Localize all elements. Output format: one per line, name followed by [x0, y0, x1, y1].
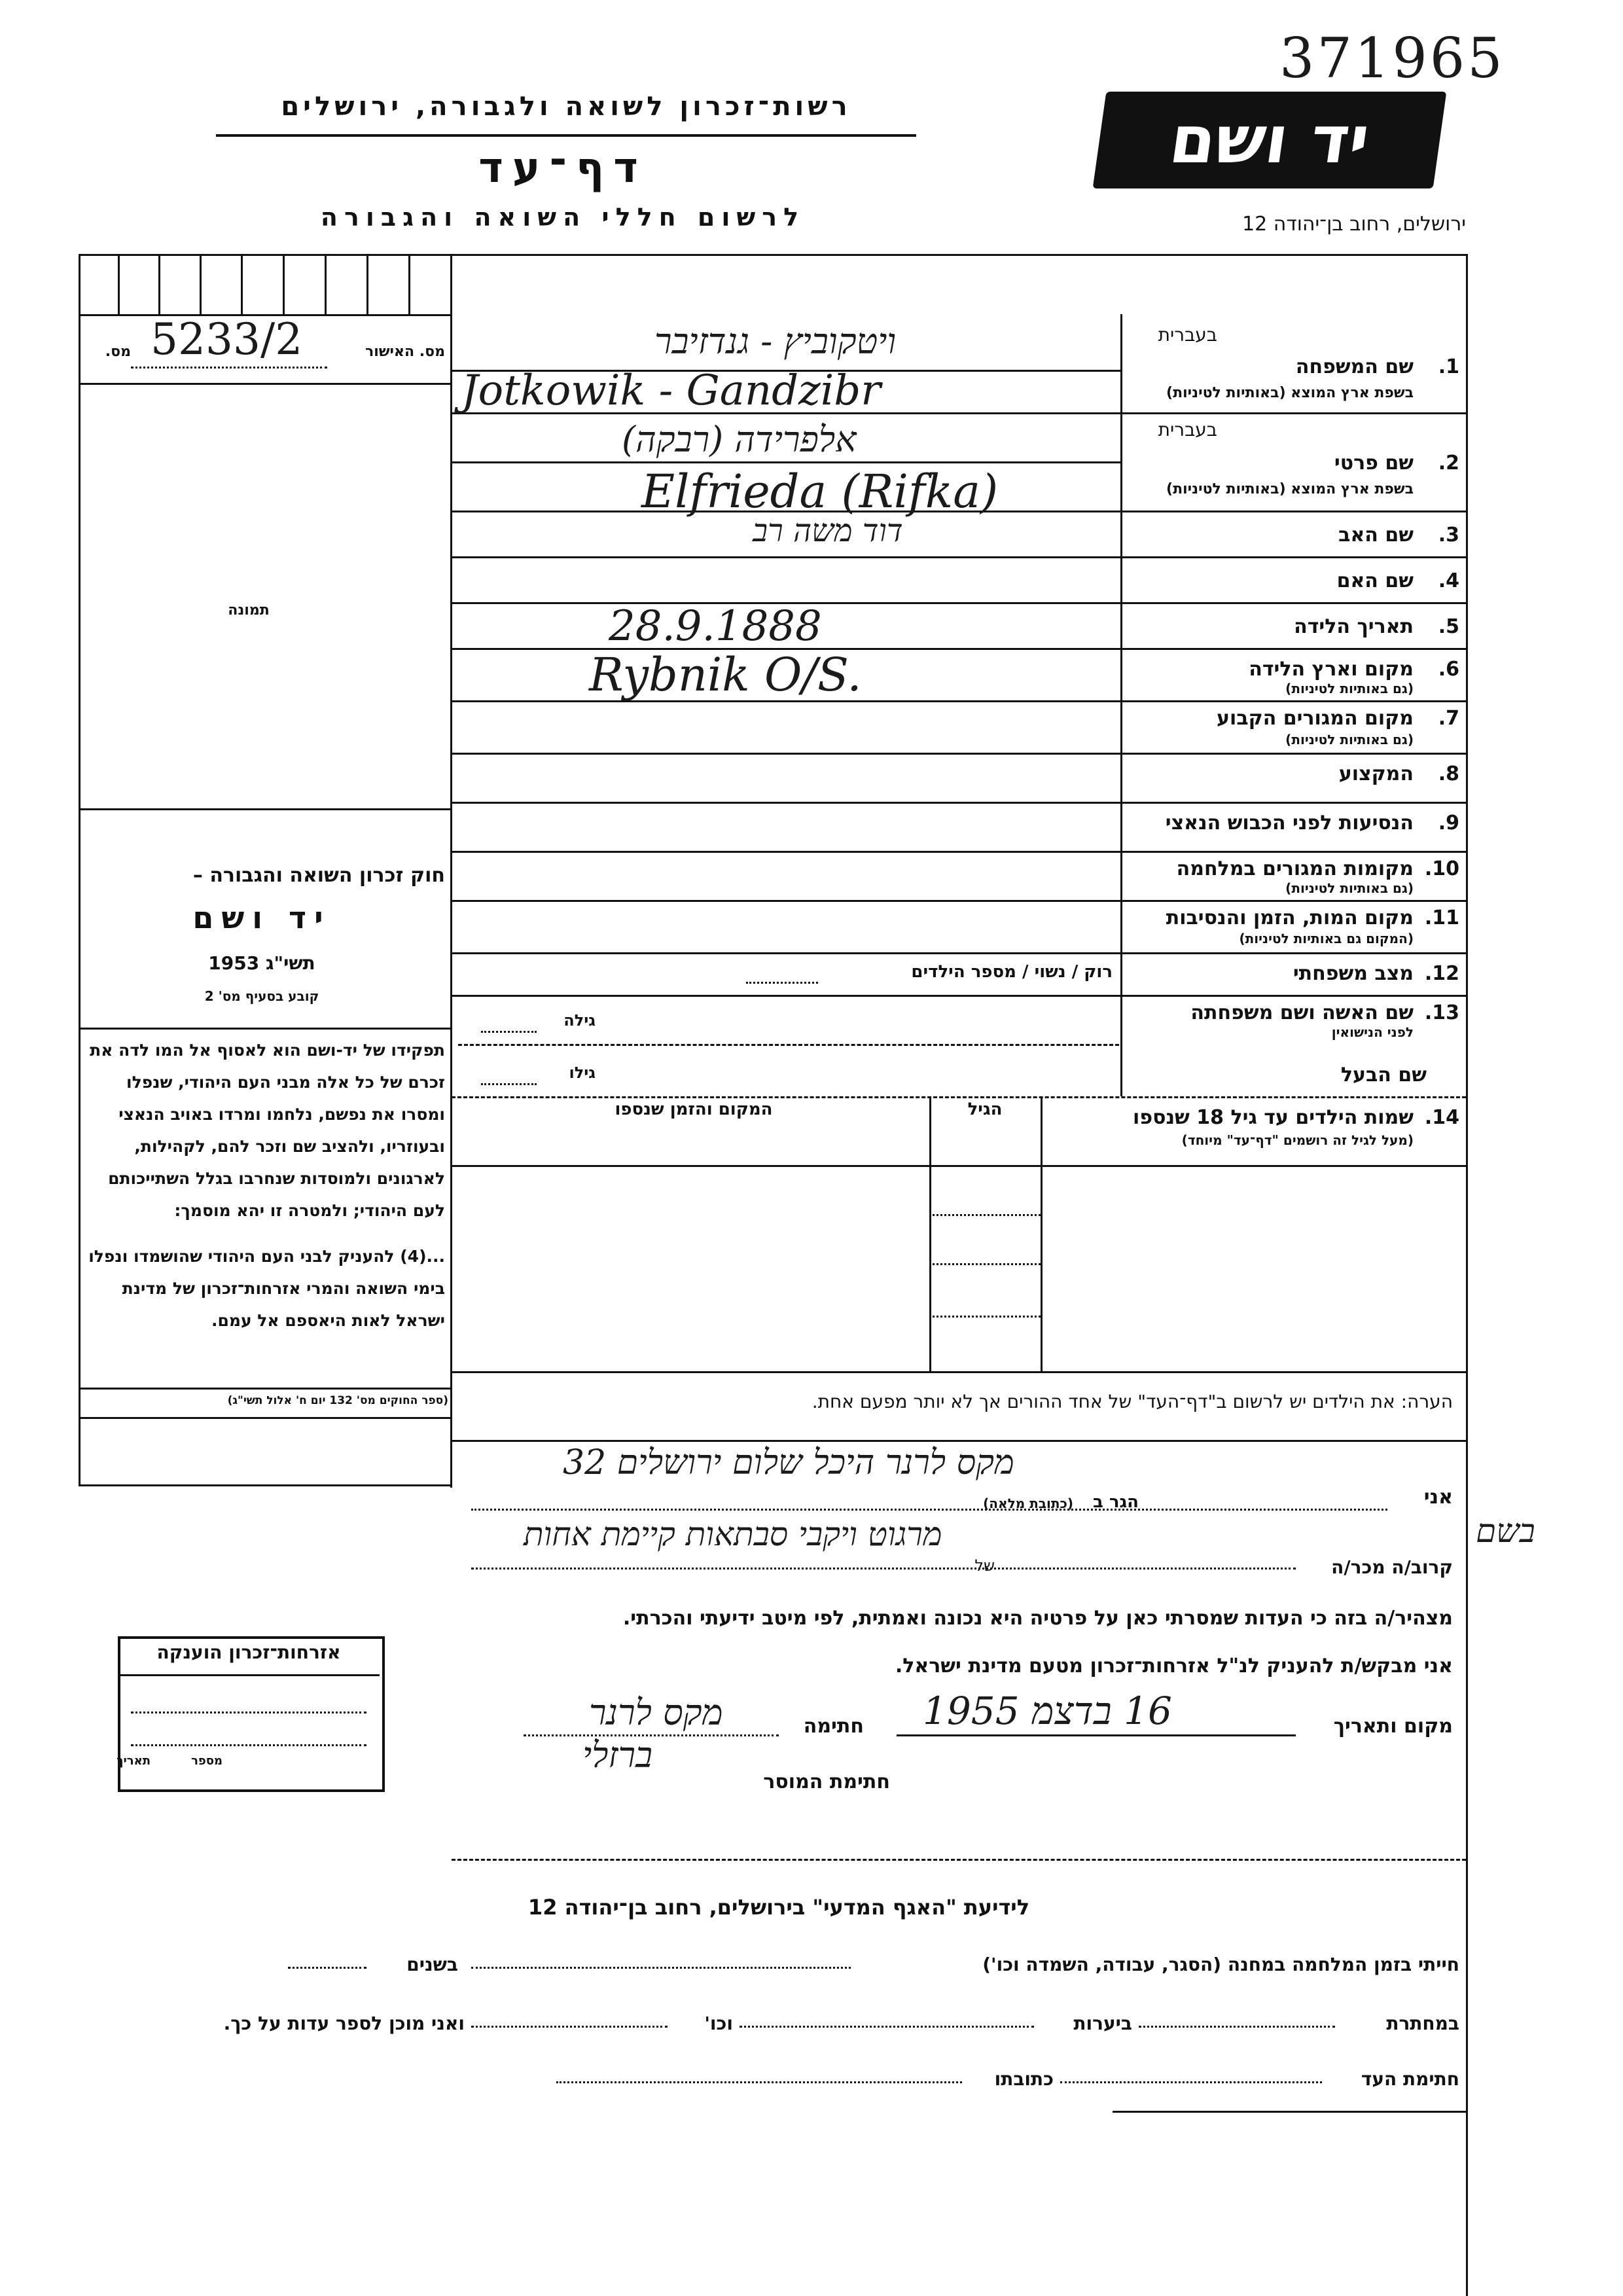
field-6-sub: (גם באותיות לטיניות): [1285, 681, 1414, 696]
bottom-line3-b: כתובתו: [994, 2068, 1054, 2090]
row-12-bottom: [452, 995, 1466, 997]
left-column-divider: [450, 254, 452, 1488]
citizenship-number-label: מספר: [191, 1754, 223, 1768]
wife-age-label: גילה: [563, 1011, 596, 1030]
wife-age-dotline: [481, 1031, 537, 1033]
children-row-1: [452, 1165, 1466, 1167]
field-12-label: מצב משפחתי: [1293, 962, 1414, 985]
law-footer-bottom: [79, 1417, 452, 1419]
surname-latin-value: Jotkowik - Gandzibr: [461, 367, 881, 415]
form-top-border: [79, 254, 1466, 256]
husband-age-label: גילו: [569, 1064, 596, 1082]
declaration-text: מצהיר/ה בזה כי העדות שמסרתי כאן על פרטיה היא נכונה ואמתית, לפי מיטב ידיעתי והכרתי.: [622, 1607, 1453, 1630]
serial-row-bottom: [79, 383, 452, 385]
remark-bottom: [452, 1440, 1466, 1442]
law-logo: יד ושם: [192, 900, 331, 935]
bottom-title: לידיעת "האגף המדעי" בירושלים, רחוב בן־יהודה 12: [527, 1895, 1030, 1920]
authority-underline: [216, 134, 916, 137]
request-text: אני מבקש/ת להעניק לנ"ל אזרחות־זכרון מטעם מדינת ישראל.: [895, 1655, 1453, 1677]
row-4-bottom: [452, 602, 1466, 604]
children-age-header: הגיל: [967, 1100, 1003, 1119]
bottom-line3-dot1: [1060, 2081, 1322, 2083]
box-divider: [408, 254, 410, 314]
box-divider: [283, 254, 285, 314]
box-divider: [241, 254, 243, 314]
field-14-label: שמות הילדים עד גיל 18 שנספו: [1133, 1106, 1414, 1129]
children-place-header: המקום והזמן שנספו: [615, 1100, 773, 1119]
children-col-a: [929, 1096, 931, 1371]
signature-label: חתימה: [803, 1715, 864, 1738]
field-1-sub: בשפת ארץ המוצא (באותיות לטיניות): [1166, 385, 1414, 401]
field-13-sub: לפני הנישואין: [1331, 1024, 1414, 1040]
birth-date-value: 28.9.1888: [609, 602, 822, 651]
law-text-2: ...(4) להעניק לבני העם היהודי שהושמדו ונפלו בימי השואה והמרי אזרחות־זכרון של מדינת ישראל לאות היאספם אל עמם.: [88, 1247, 445, 1330]
field-3-label: שם האב: [1338, 524, 1414, 547]
field-14-sub: (מעל לגיל זה רושמים "דף־עד" מיוחד): [1181, 1132, 1414, 1148]
form-title: דף־עד: [478, 144, 647, 192]
box-divider: [200, 254, 202, 314]
citizenship-title: אזרחות־זכרון הוענקה: [156, 1641, 341, 1663]
field-2-tag: בעברית: [1158, 419, 1217, 440]
bottom-line3-dot2: [556, 2081, 962, 2083]
field-2-num: 2.: [1438, 452, 1459, 475]
field-5-num: 5.: [1438, 615, 1459, 638]
bottom-line1-dot2: [288, 1967, 366, 1969]
declarant-of: של: [974, 1556, 995, 1575]
row-11-bottom: [452, 952, 1466, 954]
field-2-sub: בשפת ארץ המוצא (באותיות לטיניות): [1166, 481, 1414, 497]
form-right-border: [1466, 254, 1468, 2296]
signature-value: מקס לרנר: [589, 1692, 723, 1733]
law-footer: (ספר החוקים מס' 132 יום ח' אלול תשי"ג): [227, 1394, 448, 1407]
row-8-bottom: [452, 802, 1466, 804]
field-9-num: 9.: [1438, 812, 1459, 834]
bottom-line1-a: חייתי בזמן המלחמה במחנה (הסגר, עבודה, השמדה וכו'): [982, 1954, 1459, 1975]
first-name-hebrew-value: אלפרידה (רבקה): [622, 419, 857, 460]
declarant-name-dotline: [471, 1509, 1387, 1511]
address-line: ירושלים, רחוב בן־יהודה 12: [1242, 213, 1466, 236]
serial-no-label: מס.: [105, 344, 131, 360]
declarant-resident: הגר ב: [1092, 1492, 1139, 1512]
photo-label: תמונה: [228, 602, 270, 619]
bottom-section-top: [452, 1859, 1466, 1861]
approval-label: מס. האישור: [365, 344, 445, 360]
field-11-label: מקום המות, הזמן והנסיבות: [1166, 906, 1414, 929]
bottom-section-end: [1113, 2111, 1466, 2113]
bottom-line2-c: וכו': [704, 2013, 733, 2034]
field-3-num: 3.: [1438, 524, 1459, 547]
margin-note: בשם: [1476, 1512, 1535, 1550]
children-row-2: [929, 1214, 1041, 1216]
row-2-mid: [452, 461, 1120, 463]
field-1-num: 1.: [1438, 355, 1459, 378]
authority-title: רשות־זכרון לשואה ולגבורה, ירושלים: [281, 92, 851, 122]
children-row-4: [929, 1316, 1041, 1318]
form-subtitle: לרשום חללי השואה והגבורה: [320, 203, 806, 232]
field-8-num: 8.: [1438, 762, 1459, 785]
father-name-value: דוד משה רב: [753, 512, 903, 549]
row-3-bottom: [452, 556, 1466, 558]
declarant-relative: קרוב/ה מכר/ה: [1331, 1556, 1453, 1578]
field-7-sub: (גם באותיות לטיניות): [1285, 732, 1414, 747]
law-clause: קובע בסעיף מס' 2: [204, 988, 319, 1004]
box-divider: [118, 254, 120, 314]
field-14-num: 14.: [1424, 1106, 1459, 1129]
receiver-signature-value: ברזלי: [582, 1734, 653, 1776]
row-7-bottom: [452, 753, 1466, 755]
bottom-line3-a: חתימת העד: [1361, 2068, 1459, 2090]
label-column-divider: [1120, 314, 1122, 1096]
field-11-sub: (המקום גם באותיות לטיניות): [1239, 931, 1414, 946]
field-10-label: מקומות המגורים במלחמה: [1176, 857, 1414, 880]
husband-label: שם הבעל: [1340, 1064, 1427, 1086]
field-1-tag: בעברית: [1158, 324, 1217, 346]
field-5-label: תאריך הלידה: [1294, 615, 1414, 638]
law-footer-top: [79, 1388, 452, 1390]
yad-vashem-logo: יד ושם: [1093, 92, 1447, 188]
bottom-line2-dot1: [1139, 2026, 1335, 2028]
children-table-bottom: [452, 1371, 1466, 1373]
field-13-num: 13.: [1424, 1001, 1459, 1024]
declarant-resident-sub: (כתובת מלאה): [983, 1496, 1073, 1511]
relation-handwritten: מרגוט ויקבי סבתאות קיימת אחות: [524, 1515, 942, 1553]
children-row-3: [929, 1263, 1041, 1265]
field-10-num: 10.: [1424, 857, 1459, 880]
remark-note: הערה: את הילדים יש לרשום ב"דף־העד" של אחד ההורים אך לא יותר מפעם אחת.: [812, 1391, 1453, 1412]
children-count-dotline: [746, 982, 818, 984]
left-bottom: [79, 1484, 452, 1486]
relative-dotline: [471, 1568, 1296, 1570]
field-11-num: 11.: [1424, 906, 1459, 929]
field-9-label: הנסיעות לפני הכבוש הנאצי: [1165, 812, 1414, 834]
bottom-line2-b: ביערות: [1073, 2013, 1132, 2034]
wife-name-dotline: [458, 1044, 1119, 1046]
row-10-bottom: [452, 900, 1466, 902]
law-year: תשי"ג 1953: [208, 952, 315, 974]
field-4-num: 4.: [1438, 569, 1459, 592]
field-12-num: 12.: [1424, 962, 1459, 985]
citizenship-row-1: [131, 1712, 366, 1713]
field-4-label: שם האם: [1336, 569, 1414, 592]
husband-age-dotline: [481, 1083, 537, 1085]
field-8-label: המקצוע: [1338, 762, 1414, 785]
field-12-extra: רוק / נשוי / מספר הילדים: [911, 962, 1113, 982]
box-divider: [366, 254, 368, 314]
law-text-1: תפקידו של יד-ושם הוא לאסוף אל המו לדה את זכרם של כל אלה מבני העם היהודי, שנפלו ומסרו את נפשם, נלחמו ומרדו באויב הנאצי ובעוזריו, ולהציב שם וזכר להם, לקהילות, לארגונים ולמוסדות שנחרבו בגלל השתייכותם לעם היהודי; ולמטרה זו יהא מוסמך:: [90, 1041, 445, 1220]
receiver-signature-label: חתימת המוסר: [763, 1770, 890, 1793]
field-6-num: 6.: [1438, 658, 1459, 681]
document-number: 371965: [1279, 26, 1505, 90]
field-7-num: 7.: [1438, 707, 1459, 730]
citizenship-date-label: תאריך: [116, 1754, 151, 1768]
field-2-label: שם פרטי: [1334, 452, 1414, 475]
bottom-line2-a: במחתרת: [1386, 2013, 1459, 2034]
bottom-line1-b: בשנים: [406, 1954, 458, 1975]
citizenship-title-line: [120, 1674, 380, 1676]
bottom-line2-d: ואני מוכן לספר עדות על כך.: [223, 2013, 465, 2034]
row-9-bottom: [452, 851, 1466, 853]
surname-hebrew-value: ויטקוביץ - גנדזיבר: [654, 321, 897, 362]
declarant-ani: אני: [1423, 1486, 1453, 1509]
field-1-label: שם המשפחה: [1295, 355, 1414, 378]
field-6-label: מקום וארץ הלידה: [1249, 658, 1414, 681]
law-title: חוק זכרון השואה והגבורה –: [192, 864, 445, 887]
children-col-b: [1041, 1096, 1043, 1371]
place-date-value: 16 בדצמ 1955: [923, 1689, 1172, 1733]
citizenship-row-2: [131, 1744, 366, 1746]
birth-place-value: Rybnik O/S.: [589, 648, 862, 702]
first-name-latin-value: Elfrieda (Rifka): [641, 465, 999, 518]
box-divider: [158, 254, 160, 314]
bottom-line2-dot2: [740, 2026, 1034, 2028]
place-date-dotline: [897, 1734, 1296, 1736]
photo-bottom: [79, 808, 452, 810]
bottom-line1-dot: [471, 1967, 851, 1969]
serial-dotline: [131, 367, 327, 368]
bottom-line2-dot3: [471, 2026, 668, 2028]
row-13-bottom: [452, 1096, 1466, 1098]
field-7-label: מקום המגורים הקבוע: [1217, 707, 1414, 730]
field-13-label: שם האשה ושם משפחתה: [1190, 1001, 1414, 1024]
field-10-sub: (גם באותיות לטיניות): [1285, 880, 1414, 896]
law-divider: [79, 1028, 452, 1030]
box-divider: [325, 254, 327, 314]
place-date-label: מקום ותאריך: [1333, 1715, 1453, 1738]
declarant-handwritten: מקס לרנר היכל שלום ירושלים 32: [563, 1443, 1014, 1482]
form-left-border: [79, 254, 80, 1484]
serial-value: 5233/2: [151, 314, 303, 365]
